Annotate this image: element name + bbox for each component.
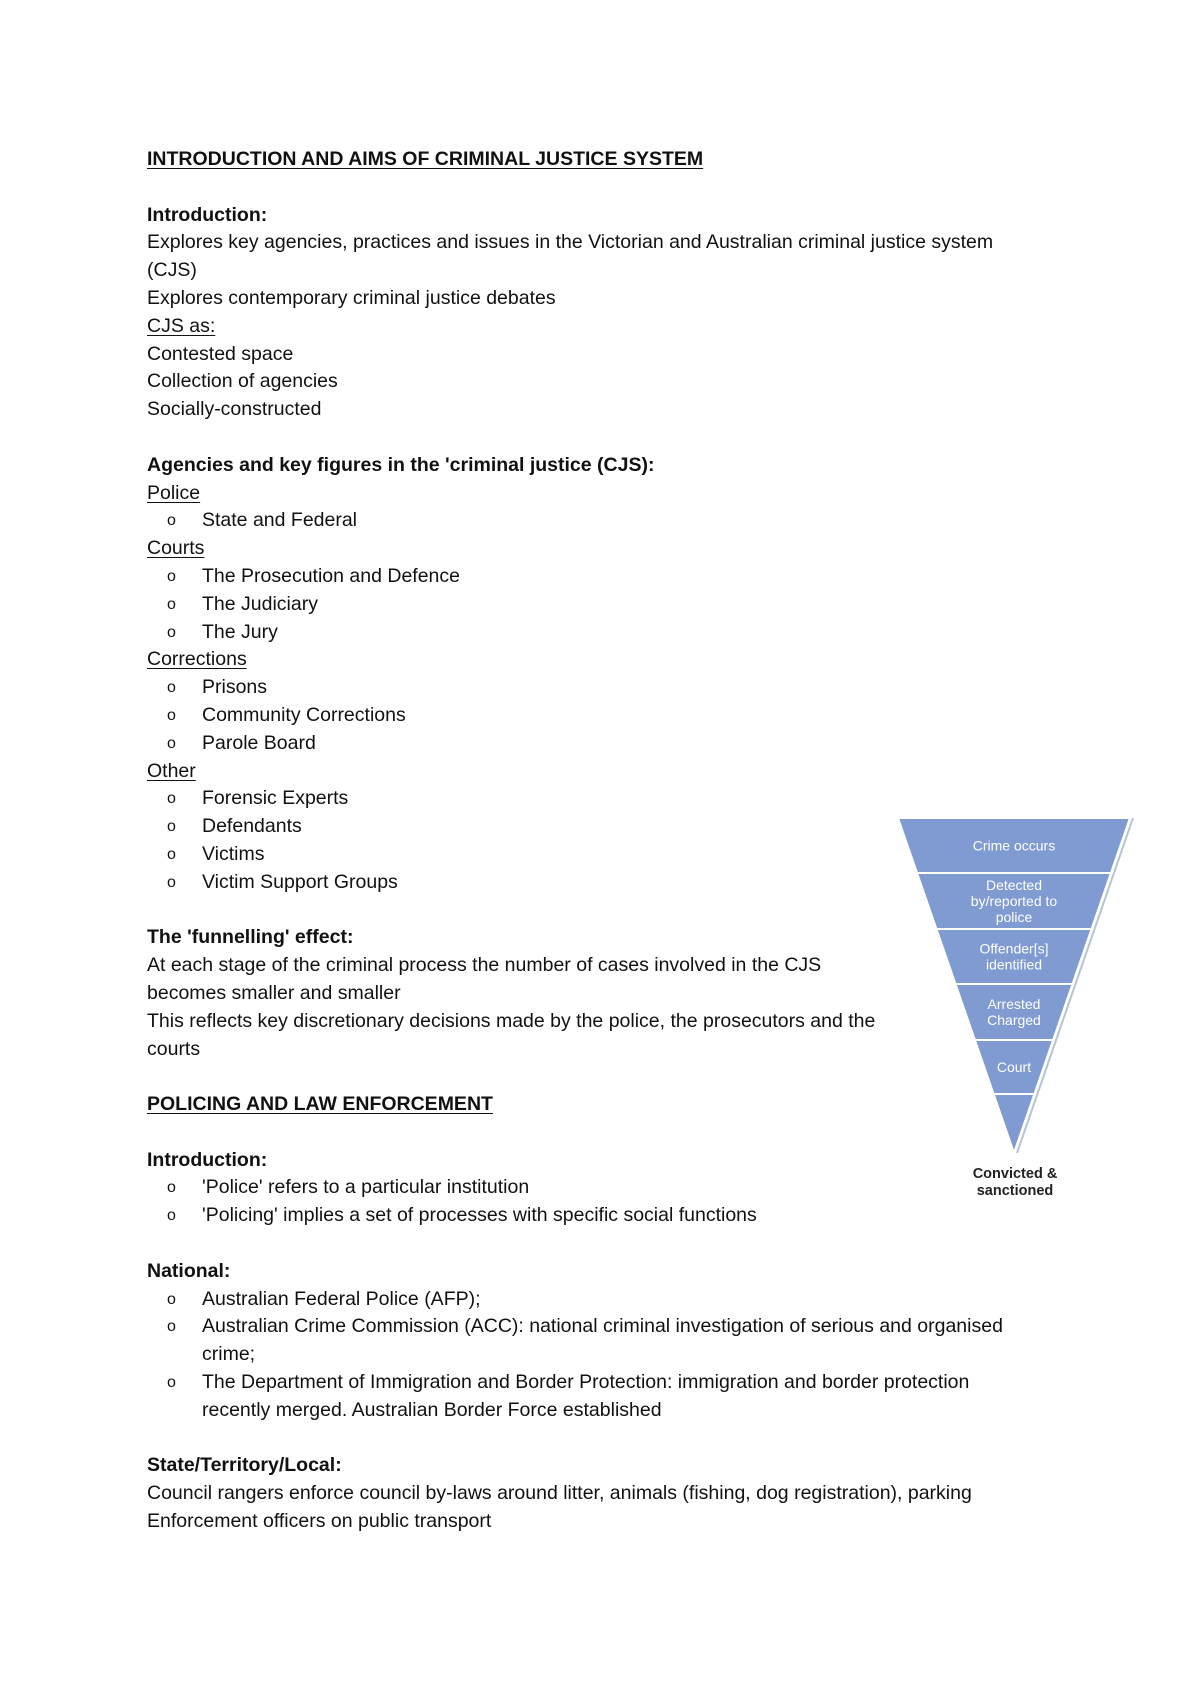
cjs-as-label: CJS as: xyxy=(147,314,216,337)
bullet-icon: o xyxy=(167,567,176,585)
funnel-stage xyxy=(994,1094,1035,1153)
funnel-diagram xyxy=(898,818,1136,1210)
bullet-icon: o xyxy=(167,512,176,530)
list-item: o Australian Federal Police (AFP); xyxy=(147,1286,1042,1314)
police-list xyxy=(147,507,1047,535)
agency-group-other: Other xyxy=(147,759,196,782)
list-item: o Victims xyxy=(147,841,1047,869)
bullet-icon: o xyxy=(167,1207,176,1225)
funnelling-paragraph-2: This reflects key discretionary decisions made by the police, the prosecutors and the courts xyxy=(147,1009,876,1060)
section-heading-policing: POLICING AND LAW ENFORCEMENT xyxy=(147,1093,493,1116)
state-heading: State/Territory/Local: xyxy=(147,1454,342,1477)
intro-heading: Introduction: xyxy=(147,203,268,226)
list-item: o State and Federal xyxy=(147,507,1047,535)
bullet-icon: o xyxy=(167,845,176,863)
bullet-icon: o xyxy=(167,873,176,891)
agencies-heading: Agencies and key figures in the 'criminal justice (CJS): xyxy=(147,453,655,476)
bullet-icon: o xyxy=(167,1318,176,1336)
funnel-stage-label: Offender[s] identified xyxy=(979,940,1049,973)
national-list xyxy=(147,1286,1042,1425)
courts-list xyxy=(147,563,1047,646)
list-item: o Prisons xyxy=(147,674,1047,702)
bullet-icon: o xyxy=(167,1290,176,1308)
list-item: o Parole Board xyxy=(147,730,1047,758)
list-item: o Victim Support Groups xyxy=(147,869,1047,897)
bullet-icon: o xyxy=(167,790,176,808)
agency-group-corrections: Corrections xyxy=(147,648,247,671)
bullet-icon: o xyxy=(167,734,176,752)
agency-group-police: Police xyxy=(147,481,201,504)
bullet-icon: o xyxy=(167,595,176,613)
list-item: o 'Police' refers to a particular institution xyxy=(147,1174,1047,1202)
funnel-stage-label: Detected by/reported to police xyxy=(970,877,1058,925)
cjs-as-item: Contested space xyxy=(147,342,294,365)
corrections-list xyxy=(147,674,1047,757)
list-item: o The Judiciary xyxy=(147,591,1047,619)
list-item: o The Prosecution and Defence xyxy=(147,563,1047,591)
bullet-icon: o xyxy=(167,1179,176,1197)
funnelling-heading: The 'funnelling' effect: xyxy=(147,926,354,949)
cjs-as-item: Socially-constructed xyxy=(147,398,322,421)
agency-group-courts: Courts xyxy=(147,537,205,560)
list-item: o The Department of Immigration and Border Protection: immigration and border protection recently merged. Australian Border Force established xyxy=(167,1371,970,1421)
funnel-stage-label: Arrested Charged xyxy=(987,996,1041,1028)
section-heading-cjs: INTRODUCTION AND AIMS OF CRIMINAL JUSTICE SYSTEM xyxy=(147,148,704,170)
bullet-icon: o xyxy=(167,1374,176,1392)
list-item: o Australian Crime Commission (ACC): national criminal investigation of serious and organised crime; xyxy=(167,1315,1003,1366)
national-heading: National: xyxy=(147,1259,231,1282)
funnel-svg xyxy=(898,818,1136,1210)
list-item: o The Jury xyxy=(147,619,1047,647)
bullet-icon: o xyxy=(167,623,176,641)
bullet-icon: o xyxy=(167,818,176,836)
funnel-stage-label: Crime occurs xyxy=(972,837,1056,854)
list-item: o Forensic Experts xyxy=(147,785,1047,813)
funnelling-paragraph-1: At each stage of the criminal process the number of cases involved in the CJS becomes smaller and smaller xyxy=(147,954,822,1004)
list-item: o Community Corrections xyxy=(147,702,1047,730)
state-line-1: Council rangers enforce council by-laws around litter, animals (fishing, dog registration), parking xyxy=(147,1482,972,1505)
funnel-stage-label: Court xyxy=(996,1059,1032,1075)
policing-intro-heading: Introduction: xyxy=(147,1148,268,1171)
funnel-caption: Convicted & sanctioned xyxy=(972,1166,1058,1199)
bullet-icon: o xyxy=(167,679,176,697)
intro-line-1: Explores key agencies, practices and issues in the Victorian and Australian criminal justice system (CJS) xyxy=(147,231,994,282)
bullet-icon: o xyxy=(167,706,176,724)
cjs-as-item: Collection of agencies xyxy=(147,370,338,393)
intro-line-2: Explores contemporary criminal justice debates xyxy=(147,286,556,309)
list-item: o Defendants xyxy=(147,813,1047,841)
state-line-2: Enforcement officers on public transport xyxy=(147,1510,492,1533)
list-item: o 'Policing' implies a set of processes with specific social functions xyxy=(147,1202,1047,1230)
